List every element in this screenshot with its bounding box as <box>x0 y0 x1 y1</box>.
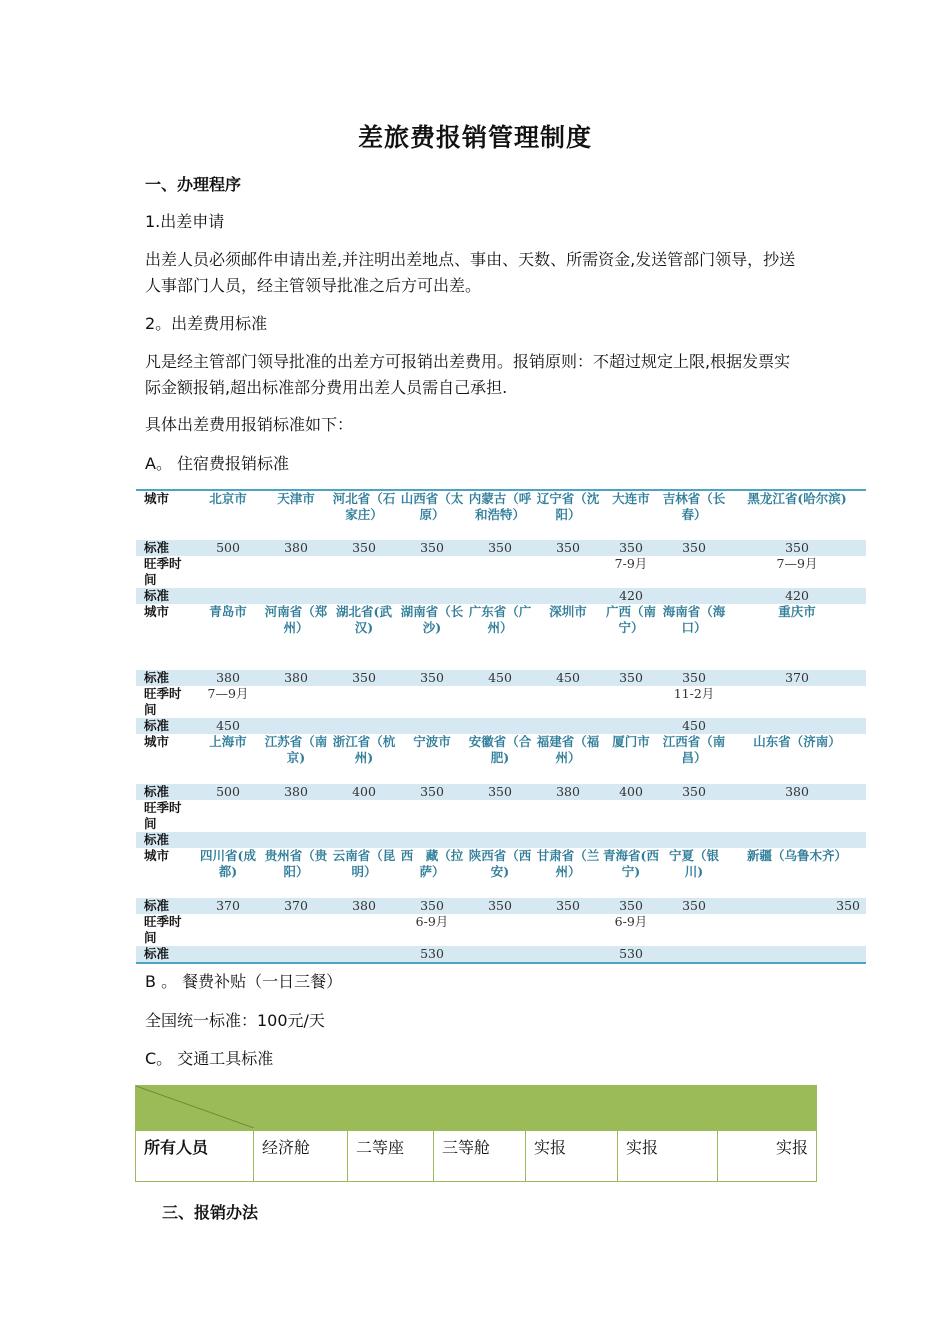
acc-value-cell <box>194 832 262 848</box>
acc-value-cell <box>602 686 660 718</box>
acc-value-cell: 380 <box>262 670 330 686</box>
section-b-heading: B 。 餐费补贴（一日三餐） <box>145 972 343 991</box>
acc-row-label: 标准 <box>136 946 194 963</box>
acc-value-cell <box>262 832 330 848</box>
acc-value-cell: 380 <box>330 898 398 914</box>
acc-value-cell <box>398 686 466 718</box>
acc-value-cell <box>466 556 534 588</box>
acc-value-cell <box>534 832 602 848</box>
acc-value-cell <box>534 718 602 734</box>
acc-value-cell: 530 <box>602 946 660 963</box>
acc-value-cell <box>330 588 398 604</box>
section-a-heading: A。 住宿费报销标准 <box>145 454 290 473</box>
acc-value-cell: 450 <box>194 718 262 734</box>
acc-value-cell <box>534 800 602 832</box>
acc-row-label: 旺季时间 <box>144 914 182 945</box>
acc-value-cell: 350 <box>466 540 534 556</box>
acc-value-cell <box>398 718 466 734</box>
acc-value-cell: 350 <box>660 540 728 556</box>
acc-peak-standard-row <box>136 718 866 734</box>
acc-city-cell: 甘肃省（兰州） <box>536 848 600 879</box>
acc-value-cell <box>602 718 660 734</box>
acc-value-cell <box>262 914 330 946</box>
transport-header-cell <box>434 1086 526 1131</box>
acc-value-cell: 350 <box>398 670 466 686</box>
acc-value-cell <box>330 718 398 734</box>
acc-value-cell <box>534 588 602 604</box>
acc-peak-standard-row <box>136 946 866 963</box>
acc-value-cell <box>262 556 330 588</box>
acc-row-label: 标准 <box>136 540 194 556</box>
acc-city-cell: 青海省(西宁) <box>603 848 659 879</box>
transport-header-row <box>136 1086 817 1131</box>
transport-header-cell <box>526 1086 618 1131</box>
acc-city-row <box>136 490 866 540</box>
acc-value-cell: 350 <box>398 784 466 800</box>
acc-row-label: 标准 <box>136 670 194 686</box>
acc-value-cell <box>262 800 330 832</box>
acc-value-cell: 350 <box>398 540 466 556</box>
acc-value-cell <box>466 914 534 946</box>
acc-city-cell: 内蒙古（呼和浩特） <box>466 490 534 540</box>
acc-city-cell: 贵州省（贵阳） <box>264 848 328 879</box>
transport-header-cell <box>254 1086 348 1131</box>
acc-value-cell: 530 <box>398 946 466 963</box>
transport-row-label: 所有人员 <box>136 1131 254 1182</box>
acc-value-cell <box>262 718 330 734</box>
acc-city-cell: 河南省（郑州） <box>264 604 328 635</box>
detail-intro: 具体出差费用报销标准如下： <box>145 415 354 434</box>
acc-value-cell <box>398 832 466 848</box>
acc-value-cell <box>194 914 262 946</box>
acc-value-cell: 350 <box>602 898 660 914</box>
section-heading-reimbursement: 三、报销办法 <box>162 1203 259 1222</box>
acc-value-cell: 370 <box>262 898 330 914</box>
acc-value-cell <box>466 800 534 832</box>
acc-city-row <box>136 734 866 784</box>
acc-peak-standard-row <box>136 832 866 848</box>
acc-city-cell: 山西省（太原） <box>398 490 466 540</box>
acc-city-cell: 辽宁省（沈阳） <box>534 490 602 540</box>
item1-body: 出差人员必须邮件申请出差,并注明出差地点、事由、天数、所需资金,发送管部门领导，抄送人事部门人员，经主管领导批准之后方可出差。 <box>145 250 796 295</box>
diagonal-line-icon <box>136 1086 254 1128</box>
acc-standard-row <box>136 670 866 686</box>
transport-cell: 实报 <box>526 1131 618 1182</box>
acc-standard-row <box>136 540 866 556</box>
transport-row-all-staff <box>136 1131 817 1182</box>
acc-value-cell: 450 <box>534 670 602 686</box>
acc-value-cell <box>728 832 866 848</box>
acc-value-cell <box>660 588 728 604</box>
acc-value-cell: 380 <box>728 784 866 800</box>
acc-value-cell: 350 <box>728 898 866 914</box>
acc-value-cell <box>602 800 660 832</box>
acc-row-label: 城市 <box>144 848 170 863</box>
acc-value-cell <box>330 946 398 963</box>
acc-value-cell: 350 <box>466 898 534 914</box>
acc-city-cell: 西 藏（拉萨） <box>400 848 464 879</box>
acc-value-cell: 350 <box>660 670 728 686</box>
meal-standard: 全国统一标准：100元/天 <box>145 1011 325 1030</box>
acc-value-cell: 420 <box>728 588 866 604</box>
acc-value-cell <box>194 800 262 832</box>
acc-city-cell: 山东省（济南） <box>753 734 841 749</box>
acc-value-cell <box>602 832 660 848</box>
acc-row-label: 标准 <box>136 784 194 800</box>
acc-value-cell <box>330 800 398 832</box>
acc-city-cell: 安徽省（合肥) <box>468 734 532 765</box>
acc-value-cell: 420 <box>602 588 660 604</box>
acc-value-cell: 7—9月 <box>207 686 249 701</box>
acc-value-cell: 450 <box>660 718 728 734</box>
acc-value-cell: 11-2月 <box>673 686 715 701</box>
acc-value-cell: 350 <box>660 784 728 800</box>
acc-value-cell <box>330 556 398 588</box>
acc-value-cell: 500 <box>194 784 262 800</box>
acc-value-cell <box>398 588 466 604</box>
acc-value-cell <box>330 832 398 848</box>
acc-peak-row <box>136 556 866 588</box>
transport-header-cell <box>348 1086 434 1131</box>
acc-city-cell: 宁夏（银川) <box>668 848 719 879</box>
section-heading-procedure: 一、办理程序 <box>145 175 242 194</box>
acc-value-cell: 350 <box>330 670 398 686</box>
acc-value-cell <box>466 946 534 963</box>
acc-value-cell: 400 <box>330 784 398 800</box>
acc-value-cell <box>534 686 602 718</box>
transport-header-corner <box>136 1086 254 1131</box>
acc-city-cell: 湖南省（长沙) <box>400 604 464 635</box>
acc-standard-row <box>136 784 866 800</box>
acc-value-cell <box>262 588 330 604</box>
acc-value-cell <box>262 946 330 963</box>
acc-row-label: 城市 <box>144 604 170 619</box>
acc-value-cell <box>398 556 466 588</box>
acc-city-cell: 新疆（乌鲁木齐） <box>746 848 847 863</box>
acc-city-row <box>136 604 866 670</box>
transport-header-cell <box>718 1086 817 1131</box>
acc-city-cell: 重庆市 <box>778 604 816 619</box>
acc-value-cell <box>728 800 866 832</box>
acc-city-cell: 黑龙江省(哈尔滨) <box>728 490 866 540</box>
acc-value-cell <box>194 588 262 604</box>
transport-cell: 二等座 <box>348 1131 434 1182</box>
acc-city-cell: 四川省(成都) <box>200 848 256 879</box>
item2-title: 2。出差费用标准 <box>145 314 268 333</box>
acc-value-cell <box>660 914 728 946</box>
acc-value-cell: 370 <box>194 898 262 914</box>
acc-value-cell: 350 <box>330 540 398 556</box>
acc-row-label: 标准 <box>136 718 194 734</box>
acc-value-cell <box>534 556 602 588</box>
acc-value-cell <box>466 588 534 604</box>
acc-row-label: 旺季时间 <box>144 686 182 717</box>
acc-value-cell: 380 <box>262 784 330 800</box>
transport-cell: 经济舱 <box>254 1131 348 1182</box>
transport-table <box>135 1085 817 1182</box>
acc-value-cell: 350 <box>602 670 660 686</box>
acc-city-cell: 厦门市 <box>612 734 650 749</box>
acc-value-cell: 350 <box>398 898 466 914</box>
acc-row-label: 标准 <box>136 832 194 848</box>
acc-city-cell: 青岛市 <box>209 604 247 619</box>
acc-row-label: 标准 <box>136 588 194 604</box>
acc-city-cell: 北京市 <box>194 490 262 540</box>
acc-value-cell: 7-9月 <box>614 556 648 571</box>
section-c-heading: C。 交通工具标准 <box>145 1049 274 1068</box>
acc-city-cell: 深圳市 <box>549 604 587 619</box>
acc-value-cell <box>466 686 534 718</box>
acc-value-cell <box>194 556 262 588</box>
acc-value-cell <box>534 914 602 946</box>
acc-city-cell: 陕西省（西安) <box>468 848 532 879</box>
acc-city-cell: 河北省（石家庄） <box>330 490 398 540</box>
item1-title: 1.出差申请 <box>145 212 225 231</box>
acc-standard-row <box>136 898 866 914</box>
document-title: 差旅费报销管理制度 <box>357 123 592 152</box>
acc-value-cell: 370 <box>728 670 866 686</box>
acc-value-cell: 380 <box>262 540 330 556</box>
acc-row-label: 旺季时间 <box>144 556 182 587</box>
item2-body: 凡是经主管部门领导批准的出差方可报销出差费用。报销原则：不超过规定上限,根据发票实际金额报销,超出标准部分费用出差人员需自己承担. <box>145 352 791 397</box>
acc-city-cell: 广东省（广州） <box>468 604 532 635</box>
transport-header-cell <box>618 1086 718 1131</box>
acc-city-cell: 广西（南宁） <box>605 604 656 635</box>
acc-value-cell: 500 <box>194 540 262 556</box>
acc-value-cell <box>466 718 534 734</box>
acc-value-cell <box>466 832 534 848</box>
acc-value-cell: 6-9月 <box>614 914 648 929</box>
acc-value-cell <box>534 946 602 963</box>
acc-city-cell: 吉林省（长春） <box>660 490 728 540</box>
acc-value-cell: 400 <box>602 784 660 800</box>
acc-value-cell: 7—9月 <box>776 556 818 571</box>
acc-value-cell <box>728 946 866 963</box>
acc-value-cell <box>660 832 728 848</box>
acc-value-cell: 350 <box>466 784 534 800</box>
acc-row-label: 城市 <box>144 734 170 749</box>
accommodation-table <box>136 489 866 964</box>
acc-value-cell <box>728 686 866 718</box>
acc-value-cell <box>398 800 466 832</box>
acc-peak-row <box>136 686 866 718</box>
acc-value-cell: 350 <box>534 898 602 914</box>
acc-value-cell <box>660 556 728 588</box>
acc-value-cell: 350 <box>660 898 728 914</box>
acc-peak-row <box>136 914 866 946</box>
acc-value-cell <box>330 914 398 946</box>
acc-row-label: 城市 <box>136 490 194 540</box>
acc-city-cell: 江苏省（南京) <box>264 734 328 765</box>
acc-value-cell: 350 <box>602 540 660 556</box>
acc-value-cell: 350 <box>728 540 866 556</box>
acc-value-cell <box>728 914 866 946</box>
acc-value-cell: 6-9月 <box>415 914 449 929</box>
acc-value-cell <box>194 946 262 963</box>
acc-city-cell: 云南省（昆明） <box>332 848 396 879</box>
acc-city-row <box>136 848 866 898</box>
acc-value-cell: 380 <box>534 784 602 800</box>
acc-value-cell: 380 <box>194 670 262 686</box>
acc-value-cell: 350 <box>534 540 602 556</box>
acc-city-cell: 天津市 <box>262 490 330 540</box>
acc-city-cell: 宁波市 <box>413 734 451 749</box>
acc-value-cell <box>330 686 398 718</box>
acc-city-cell: 湖北省(武汉) <box>336 604 392 635</box>
transport-cell: 实报 <box>718 1131 817 1182</box>
acc-city-cell: 海南省（海口） <box>662 604 726 635</box>
acc-value-cell <box>660 946 728 963</box>
transport-cell: 实报 <box>618 1131 718 1182</box>
transport-cell: 三等舱 <box>434 1131 526 1182</box>
acc-value-cell <box>660 800 728 832</box>
acc-city-cell: 浙江省（杭州) <box>332 734 396 765</box>
acc-value-cell <box>728 718 866 734</box>
acc-city-cell: 江西省（南昌） <box>662 734 726 765</box>
acc-peak-standard-row <box>136 588 866 604</box>
acc-peak-row <box>136 800 866 832</box>
acc-city-cell: 大连市 <box>602 490 660 540</box>
acc-city-cell: 福建省（福州） <box>536 734 600 765</box>
acc-city-cell: 上海市 <box>209 734 247 749</box>
acc-row-label: 旺季时间 <box>144 800 182 831</box>
acc-value-cell <box>262 686 330 718</box>
acc-row-label: 标准 <box>136 898 194 914</box>
acc-value-cell: 450 <box>466 670 534 686</box>
